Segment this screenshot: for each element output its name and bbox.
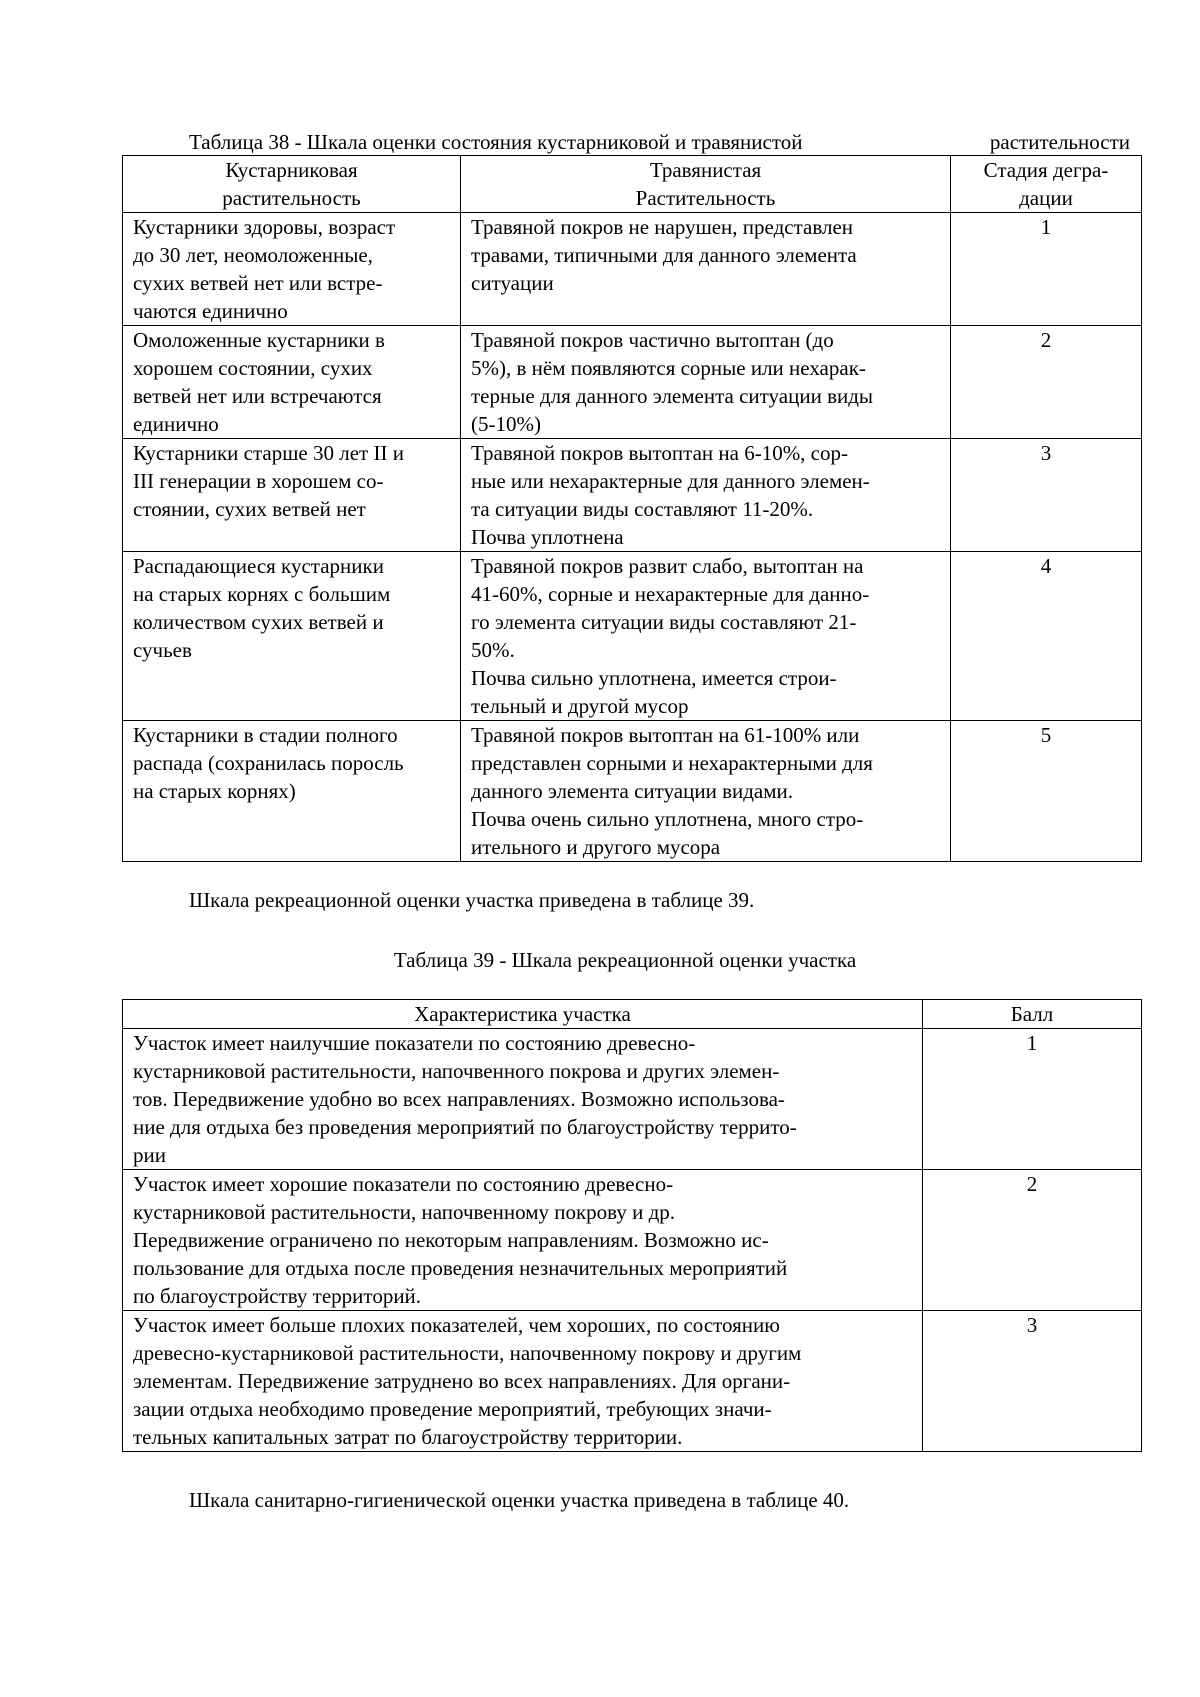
cell-line: Почва уплотнена — [471, 525, 624, 549]
cell-line: ительного и другого мусора — [471, 835, 721, 859]
cell-line: кустарниковой растительности, напочвенному покрову и др. — [133, 1200, 676, 1224]
grass-cell — [461, 326, 951, 439]
shrub-cell — [123, 439, 461, 552]
cell-line: Травяной покров вытоптан на 6-10%, сор- — [471, 441, 848, 465]
cell-line: сухих ветвей нет или встре- — [133, 271, 383, 295]
cell-line: Кустарники старше 30 лет II и — [133, 441, 404, 465]
table-row — [123, 439, 1142, 552]
cell-line: 41-60%, сорные и нехарактерные для данно- — [471, 582, 870, 606]
cell-line: на старых корнях) — [133, 779, 296, 803]
table-row — [123, 1029, 1142, 1170]
cell-line: тельный и другой мусор — [471, 694, 689, 718]
header-shrub: Кустарниковая растительность — [123, 156, 461, 213]
header-characteristic: Характеристика участка — [123, 1000, 923, 1029]
cell-line: ные или нехарактерные для данного элемен- — [471, 469, 870, 493]
shrub-cell — [123, 213, 461, 326]
table-38-caption — [189, 128, 1130, 156]
cell-line: ситуации — [471, 271, 554, 295]
header-grass: Травянистая Растительность — [461, 156, 951, 213]
header-score: Балл — [923, 1000, 1142, 1029]
cell-line: Омоложенные кустарники в — [133, 328, 385, 352]
stage-cell: 2 — [951, 326, 1142, 439]
cell-line: Почва очень сильно уплотнена, много стро- — [471, 807, 864, 831]
cell-line: Участок имеет наилучшие показатели по состоянию древесно- — [133, 1031, 696, 1055]
table-39 — [122, 999, 1142, 1452]
cell-line: 50%. — [471, 638, 515, 662]
cell-line: единично — [133, 412, 219, 436]
cell-line: Участок имеет больше плохих показателей, чем хороших, по состоянию — [133, 1313, 780, 1337]
table-38-header-row — [123, 156, 1142, 213]
paragraph-table-39-reference: Шкала рекреационной оценки участка приведена в таблице 39. — [189, 888, 755, 912]
cell-line: Травяной покров вытоптан на 61-100% или — [471, 723, 860, 747]
characteristic-cell — [123, 1311, 923, 1452]
cell-line: травами, типичными для данного элемента — [471, 243, 857, 267]
cell-line: элементам. Передвижение затруднено во всех направлениях. Для органи- — [133, 1369, 791, 1393]
cell-line: пользование для отдыха после проведения незначительных мероприятий — [133, 1256, 788, 1280]
score-cell: 1 — [923, 1029, 1142, 1170]
score-cell: 3 — [923, 1311, 1142, 1452]
shrub-cell — [123, 326, 461, 439]
cell-line: тельных капитальных затрат по благоустройству территории. — [133, 1425, 683, 1449]
cell-line: кустарниковой растительности, напочвенного покрова и других элемен- — [133, 1059, 780, 1083]
stage-cell: 5 — [951, 721, 1142, 862]
cell-line: до 30 лет, неомоложенные, — [133, 243, 373, 267]
stage-cell: 3 — [951, 439, 1142, 552]
cell-line: та ситуации виды составляют 11-20%. — [471, 497, 814, 521]
cell-line: стоянии, сухих ветвей нет — [133, 497, 366, 521]
cell-line: Участок имеет хорошие показатели по состоянию древесно- — [133, 1172, 674, 1196]
table-38-caption-tail: растительности — [989, 130, 1130, 154]
table-row — [123, 721, 1142, 862]
table-row — [123, 326, 1142, 439]
cell-line: распада (сохранилась поросль — [133, 751, 404, 775]
cell-line: сучьев — [133, 638, 192, 662]
shrub-cell — [123, 721, 461, 862]
cell-line: древесно-кустарниковой растительности, напочвенному покрову и другим — [133, 1341, 802, 1365]
cell-line: терные для данного элемента ситуации виды — [471, 384, 874, 408]
cell-line: (5-10%) — [471, 412, 541, 436]
cell-line: чаются единично — [133, 299, 288, 323]
cell-line: Распадающиеся кустарники — [133, 554, 384, 578]
cell-line: данного элемента ситуации видами. — [471, 779, 794, 803]
cell-line: Кустарники в стадии полного — [133, 723, 398, 747]
table-39-header-row — [123, 1000, 1142, 1029]
stage-cell: 4 — [951, 552, 1142, 721]
cell-line: ние для отдыха без проведения мероприятий по благоустройству террито- — [133, 1115, 797, 1139]
grass-cell — [461, 552, 951, 721]
paragraph-table-40-reference: Шкала санитарно-гигиенической оценки участка приведена в таблице 40. — [189, 1488, 850, 1512]
cell-line: по благоустройству территорий. — [133, 1284, 422, 1308]
cell-line: 5%), в нём появляются сорные или нехарак- — [471, 356, 866, 380]
characteristic-cell — [123, 1170, 923, 1311]
cell-line: Травяной покров развит слабо, вытоптан на — [471, 554, 864, 578]
grass-cell — [461, 213, 951, 326]
cell-line: го элемента ситуации виды составляют 21- — [471, 610, 857, 634]
cell-line: зации отдыха необходимо проведение мероприятий, требующих значи- — [133, 1397, 772, 1421]
cell-line: Передвижение ограничено по некоторым направлениям. Возможно ис- — [133, 1228, 769, 1252]
cell-line: рии — [133, 1143, 166, 1167]
table-row — [123, 213, 1142, 326]
stage-cell: 1 — [951, 213, 1142, 326]
cell-line: количеством сухих ветвей и — [133, 610, 384, 634]
cell-line: ветвей нет или встречаются — [133, 384, 382, 408]
table-39-caption: Таблица 39 - Шкала рекреационной оценки участка — [393, 948, 857, 972]
table-38 — [122, 155, 1142, 862]
table-38-caption-title: Таблица 38 - Шкала оценки состояния кустарниковой и травянистой — [189, 130, 803, 154]
cell-line: Травяной покров частично вытоптан (до — [471, 328, 834, 352]
cell-line: Травяной покров не нарушен, представлен — [471, 215, 854, 239]
header-stage: Стадия дегра- дации — [951, 156, 1142, 213]
cell-line: тов. Передвижение удобно во всех направлениях. Возможно использова- — [133, 1087, 785, 1111]
grass-cell — [461, 439, 951, 552]
cell-line: Кустарники здоровы, возраст — [133, 215, 396, 239]
grass-cell — [461, 721, 951, 862]
score-cell: 2 — [923, 1170, 1142, 1311]
cell-line: хорошем состоянии, сухих — [133, 356, 373, 380]
cell-line: на старых корнях с большим — [133, 582, 391, 606]
table-row — [123, 1311, 1142, 1452]
cell-line: представлен сорными и нехарактерными для — [471, 751, 873, 775]
cell-line: Почва сильно уплотнена, имеется строи- — [471, 666, 837, 690]
shrub-cell — [123, 552, 461, 721]
characteristic-cell — [123, 1029, 923, 1170]
cell-line: III генерации в хорошем со- — [133, 469, 384, 493]
table-row — [123, 552, 1142, 721]
table-row — [123, 1170, 1142, 1311]
